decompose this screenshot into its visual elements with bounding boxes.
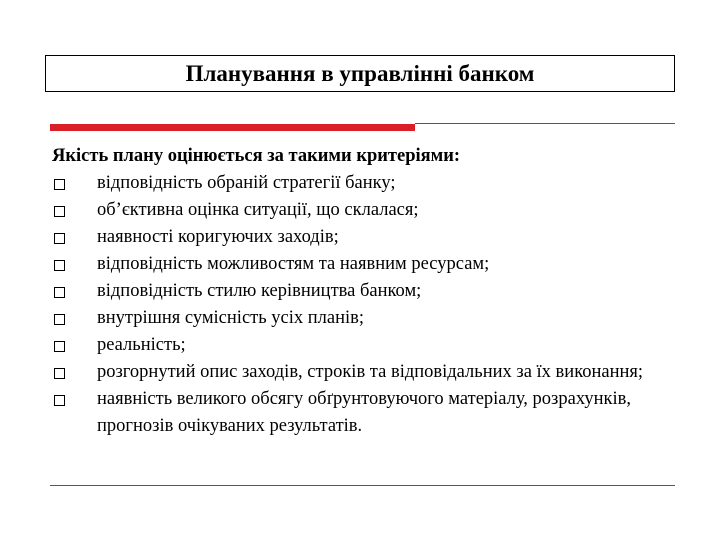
list-item: [52, 224, 682, 251]
hollow-square-bullet-icon: [54, 287, 65, 298]
hollow-square-bullet-icon: [54, 314, 65, 325]
list-item-text: реальність;: [97, 335, 186, 355]
list-item-text: відповідність обраній стратегії банку;: [97, 173, 396, 193]
list-item: [52, 278, 682, 305]
list-item-text: розгорнутий опис заходів, строків та відповідальних за їх виконання;: [97, 362, 644, 382]
hollow-square-bullet-icon: [54, 260, 65, 271]
list-item-text: відповідність стилю керівництва банком;: [97, 281, 422, 301]
list-item-text: відповідність можливостям та наявним ресурсам;: [97, 254, 490, 274]
list-item-text: об’єктивна оцінка ситуації, що склалася;: [97, 200, 419, 220]
hollow-square-bullet-icon: [54, 341, 65, 352]
hollow-square-bullet-icon: [54, 395, 65, 406]
list-item: [52, 305, 682, 332]
hollow-square-bullet-icon: [54, 368, 65, 379]
list-item: [52, 359, 682, 386]
criteria-heading: Якість плану оцінюється за такими критеріями:: [52, 146, 461, 166]
list-item: [52, 170, 682, 197]
list-item-text: наявність великого обсягу обґрунтовуючого матеріалу, розрахунків, прогнозів очікуваних результатів.: [97, 389, 632, 436]
slide-title-box: [45, 55, 675, 92]
list-item: [52, 332, 682, 359]
slide-content: [52, 143, 682, 440]
list-item-text: внутрішня сумісність усіх планів;: [97, 308, 365, 328]
list-item-text: наявності коригуючих заходів;: [97, 227, 339, 247]
hollow-square-bullet-icon: [54, 179, 65, 190]
list-item: [52, 251, 682, 278]
hollow-square-bullet-icon: [54, 206, 65, 217]
accent-red-bar: [50, 124, 415, 131]
list-item: [52, 197, 682, 224]
accent-thin-line: [415, 123, 675, 124]
criteria-list: [52, 170, 682, 440]
list-item: [52, 386, 682, 440]
footer-thin-line: [50, 485, 675, 486]
slide-title: Планування в управлінні банком: [185, 60, 535, 86]
hollow-square-bullet-icon: [54, 233, 65, 244]
